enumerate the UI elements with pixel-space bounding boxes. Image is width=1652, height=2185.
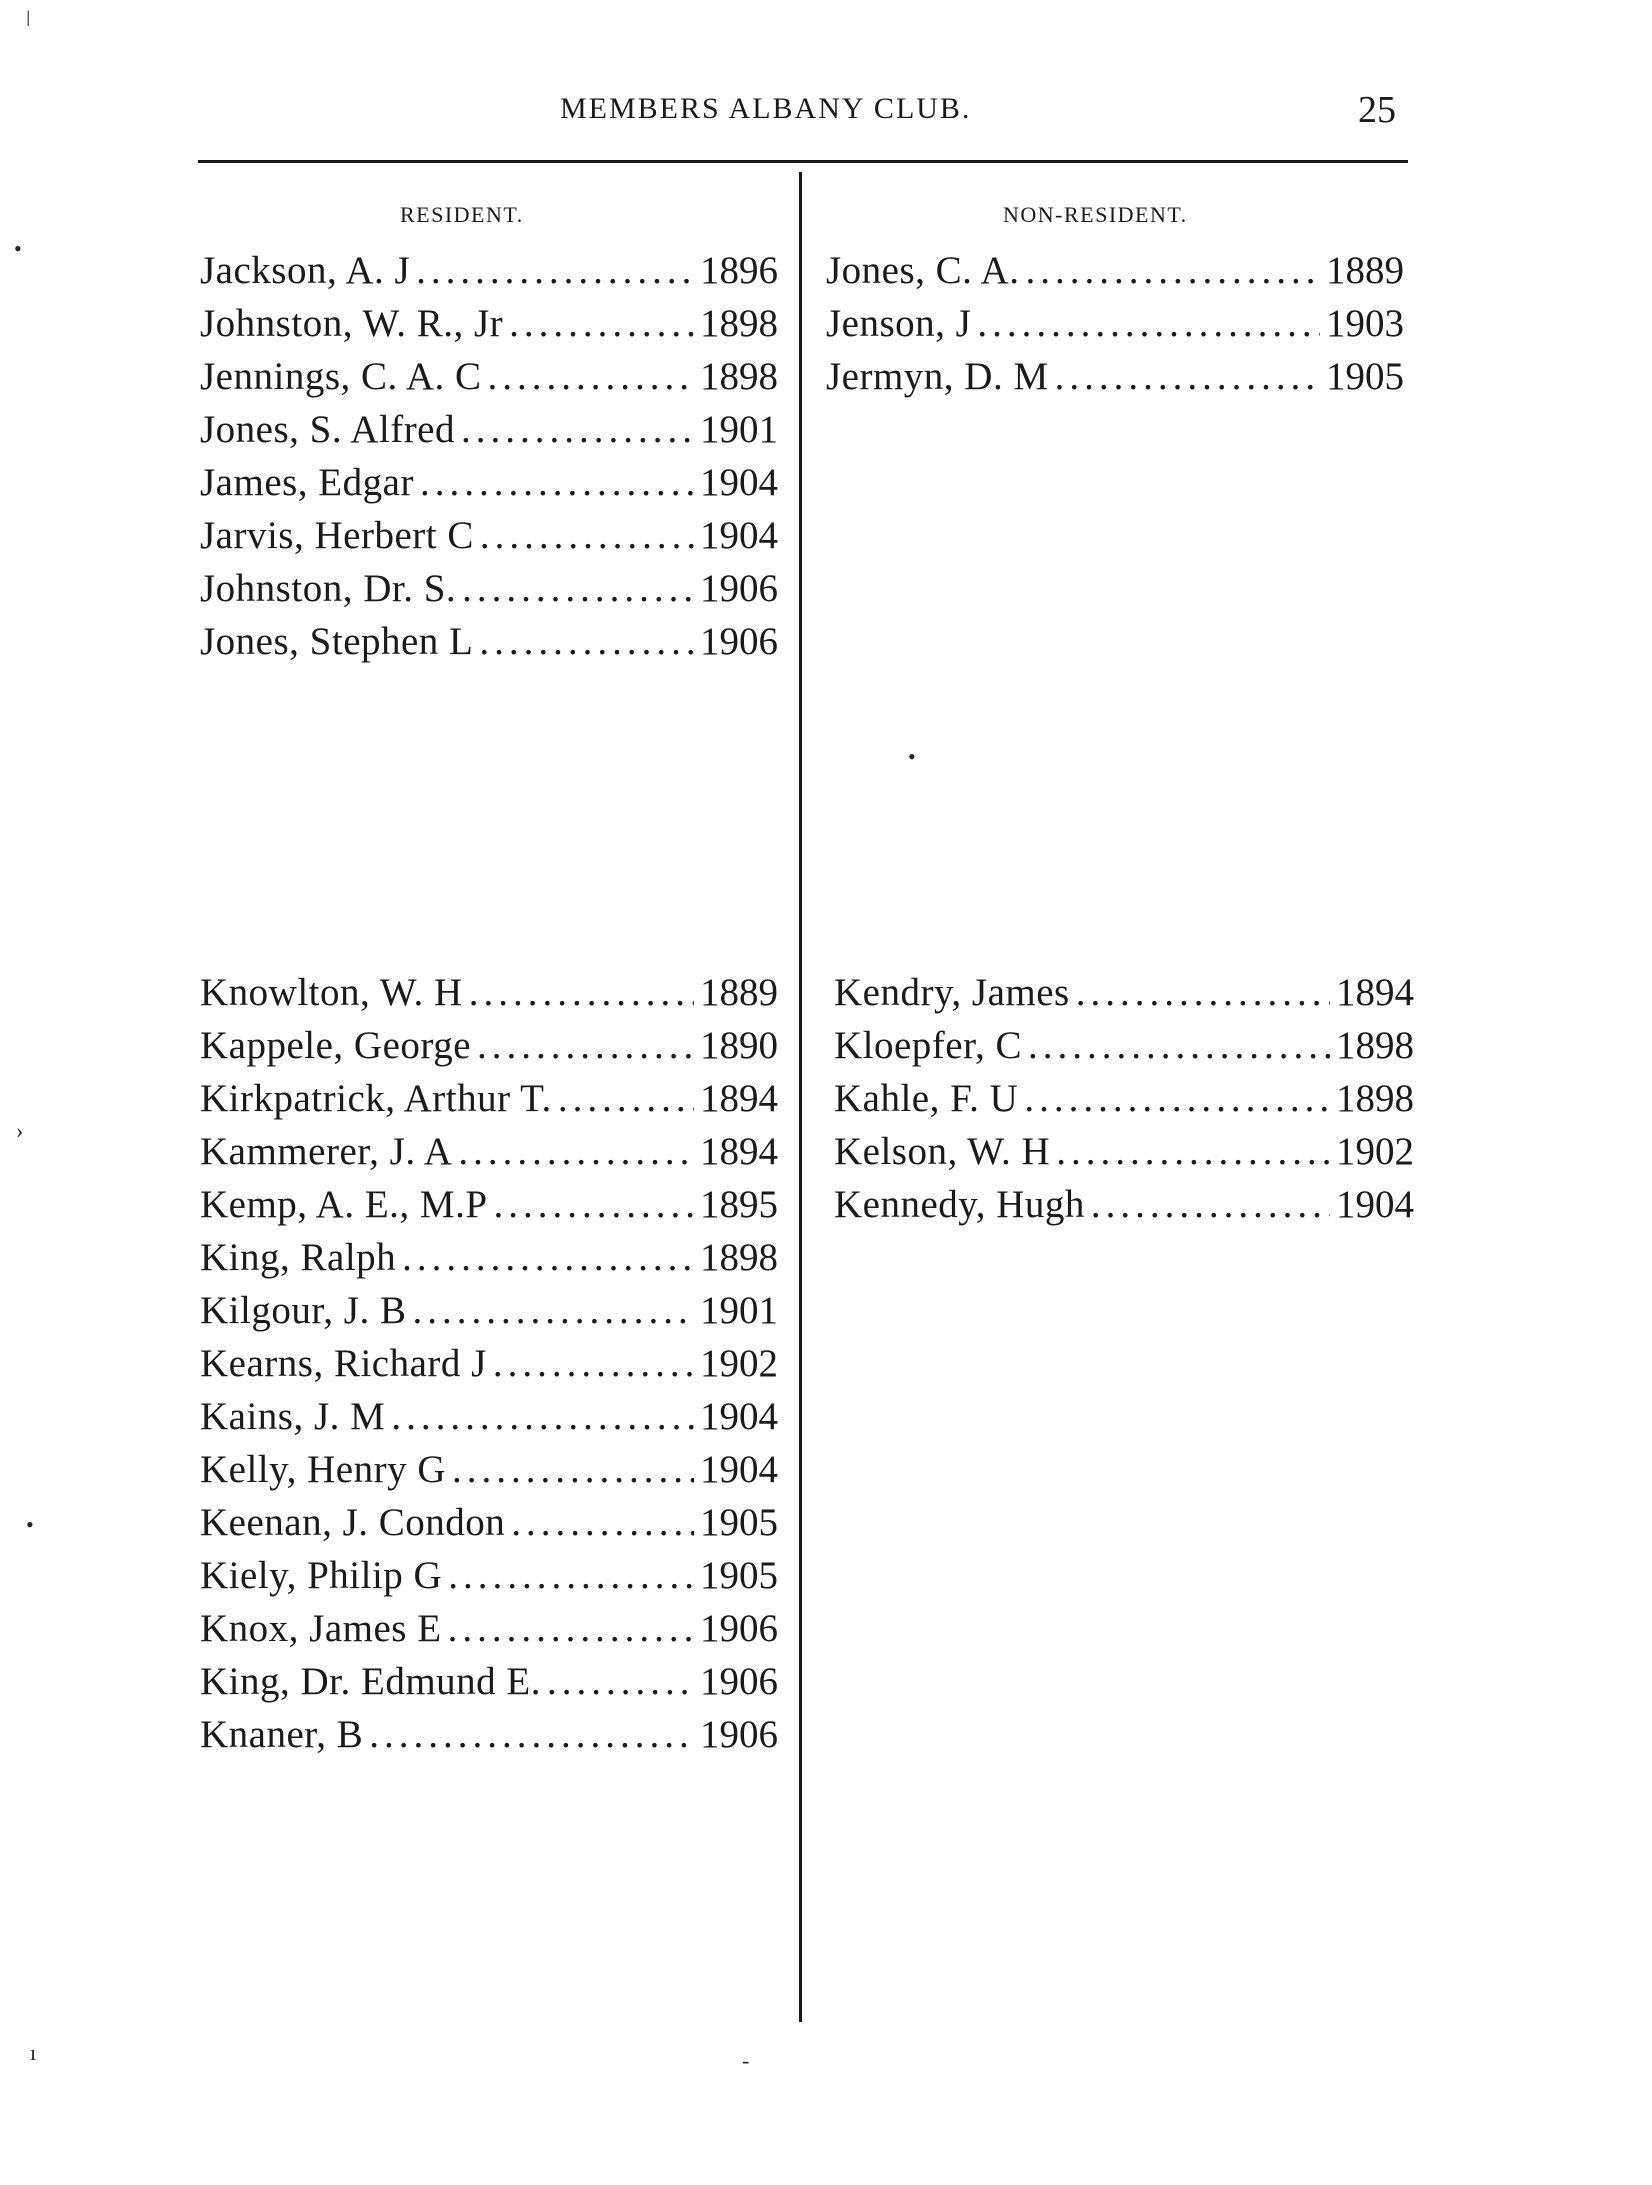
member-entry bbox=[834, 1182, 1414, 1235]
page-number: 25 bbox=[1358, 89, 1396, 131]
page-header-title: MEMBERS ALBANY CLUB. bbox=[560, 92, 972, 125]
member-entry bbox=[200, 301, 778, 354]
member-entry bbox=[834, 1129, 1414, 1182]
member-name: Kappele, George bbox=[200, 1024, 471, 1067]
dot-leader bbox=[479, 619, 694, 664]
dot-leader bbox=[509, 301, 694, 346]
member-entry bbox=[200, 1712, 778, 1765]
member-name: Jennings, C. A. C bbox=[200, 355, 482, 398]
member-entry bbox=[200, 1129, 778, 1182]
non-resident-j-list bbox=[826, 248, 1404, 407]
member-entry bbox=[200, 1235, 778, 1288]
member-entry bbox=[200, 1288, 778, 1341]
member-entry bbox=[200, 460, 778, 513]
member-name: Johnston, Dr. S. bbox=[200, 567, 457, 610]
member-name: Kendry, James bbox=[834, 971, 1070, 1014]
member-year: 1904 bbox=[700, 514, 778, 557]
dot-leader bbox=[1091, 1182, 1330, 1227]
member-year: 1905 bbox=[700, 1501, 778, 1544]
member-entry bbox=[200, 407, 778, 460]
member-entry bbox=[200, 354, 778, 407]
member-entry bbox=[200, 1341, 778, 1394]
member-name: Kiely, Philip G bbox=[200, 1554, 443, 1597]
member-year: 1904 bbox=[700, 1395, 778, 1438]
member-year: 1894 bbox=[700, 1130, 778, 1173]
member-entry bbox=[834, 1076, 1414, 1129]
member-year: 1902 bbox=[700, 1342, 778, 1385]
member-name: King, Dr. Edmund E. bbox=[200, 1660, 541, 1703]
non-resident-heading: NON-RESIDENT. bbox=[1003, 202, 1188, 227]
member-year: 1898 bbox=[1336, 1077, 1414, 1120]
member-name: Keenan, J. Condon bbox=[200, 1501, 506, 1544]
member-name: Kemp, A. E., M.P bbox=[200, 1183, 488, 1226]
member-entry bbox=[200, 566, 778, 619]
dot-leader bbox=[448, 1553, 694, 1598]
member-year: 1898 bbox=[700, 1236, 778, 1279]
dot-leader bbox=[458, 1129, 694, 1174]
member-name: Kloepfer, C bbox=[834, 1024, 1023, 1067]
member-name: Kirkpatrick, Arthur T. bbox=[200, 1077, 552, 1120]
dot-leader bbox=[391, 1394, 694, 1439]
member-name: Jenson, J bbox=[826, 302, 972, 345]
member-name: Jones, C. A. bbox=[826, 249, 1020, 292]
member-year: 1906 bbox=[700, 620, 778, 663]
member-entry bbox=[200, 248, 778, 301]
member-year: 1906 bbox=[700, 1713, 778, 1756]
dot-leader bbox=[1055, 354, 1320, 399]
member-year: 1896 bbox=[700, 249, 778, 292]
dot-leader bbox=[977, 301, 1320, 346]
member-year: 1902 bbox=[1336, 1130, 1414, 1173]
dot-leader bbox=[558, 1076, 694, 1121]
member-entry bbox=[200, 1500, 778, 1553]
member-entry bbox=[200, 619, 778, 672]
member-name: King, Ralph bbox=[200, 1236, 397, 1279]
member-name: Johnston, W. R., Jr bbox=[200, 302, 504, 345]
member-name: Jarvis, Herbert C bbox=[200, 514, 474, 557]
dot-leader bbox=[448, 1606, 694, 1651]
member-year: 1894 bbox=[700, 1077, 778, 1120]
member-entry bbox=[200, 1447, 778, 1500]
dot-leader bbox=[1076, 970, 1330, 1015]
member-name: Kelly, Henry G bbox=[200, 1448, 446, 1491]
dot-leader bbox=[420, 460, 694, 505]
member-entry bbox=[200, 1182, 778, 1235]
column-divider bbox=[799, 172, 802, 2022]
dot-leader bbox=[412, 1288, 694, 1333]
dot-leader bbox=[1056, 1129, 1330, 1174]
dot-leader bbox=[488, 354, 694, 399]
non-resident-k-list bbox=[834, 970, 1414, 1235]
dot-leader bbox=[452, 1447, 694, 1492]
member-year: 1903 bbox=[1326, 302, 1404, 345]
member-entry bbox=[200, 1076, 778, 1129]
member-name: Knaner, B bbox=[200, 1713, 364, 1756]
member-year: 1898 bbox=[700, 355, 778, 398]
member-name: Knox, James E bbox=[200, 1607, 442, 1650]
dot-leader bbox=[511, 1500, 694, 1545]
member-year: 1898 bbox=[1336, 1024, 1414, 1067]
member-year: 1905 bbox=[1326, 355, 1404, 398]
resident-heading: RESIDENT. bbox=[400, 202, 524, 227]
member-name: Kahle, F. U bbox=[834, 1077, 1019, 1120]
member-year: 1890 bbox=[700, 1024, 778, 1067]
member-name: Kennedy, Hugh bbox=[834, 1183, 1085, 1226]
member-name: Jones, S. Alfred bbox=[200, 408, 455, 451]
member-entry bbox=[200, 970, 778, 1023]
dot-leader bbox=[462, 566, 694, 611]
member-name: Jackson, A. J bbox=[200, 249, 411, 292]
member-year: 1895 bbox=[700, 1183, 778, 1226]
member-year: 1901 bbox=[700, 1289, 778, 1332]
member-year: 1889 bbox=[700, 971, 778, 1014]
member-entry bbox=[826, 301, 1404, 354]
header-rule bbox=[198, 160, 1408, 163]
member-entry bbox=[826, 354, 1404, 407]
dot-leader bbox=[1024, 1076, 1330, 1121]
member-year: 1904 bbox=[700, 1448, 778, 1491]
member-entry bbox=[200, 1023, 778, 1076]
dot-leader bbox=[402, 1235, 694, 1280]
resident-k-list bbox=[200, 970, 778, 1765]
dot-leader bbox=[547, 1659, 694, 1704]
member-year: 1889 bbox=[1326, 249, 1404, 292]
dot-leader bbox=[416, 248, 694, 293]
member-year: 1894 bbox=[1336, 971, 1414, 1014]
member-entry bbox=[200, 1394, 778, 1447]
member-name: Jermyn, D. M bbox=[826, 355, 1049, 398]
member-name: Kearns, Richard J bbox=[200, 1342, 487, 1385]
dot-leader bbox=[369, 1712, 694, 1757]
member-name: Kammerer, J. A bbox=[200, 1130, 453, 1173]
member-year: 1905 bbox=[700, 1554, 778, 1597]
member-name: Kains, J. M bbox=[200, 1395, 386, 1438]
member-name: James, Edgar bbox=[200, 461, 414, 504]
member-year: 1906 bbox=[700, 567, 778, 610]
dot-leader bbox=[1028, 1023, 1330, 1068]
member-name: Knowlton, W. H bbox=[200, 971, 463, 1014]
dot-leader bbox=[480, 513, 694, 558]
dot-leader bbox=[493, 1341, 694, 1386]
dot-leader bbox=[469, 970, 694, 1015]
member-entry bbox=[834, 1023, 1414, 1076]
member-entry bbox=[200, 1659, 778, 1712]
member-year: 1901 bbox=[700, 408, 778, 451]
member-year: 1906 bbox=[700, 1660, 778, 1703]
member-year: 1906 bbox=[700, 1607, 778, 1650]
member-year: 1904 bbox=[700, 461, 778, 504]
member-entry bbox=[834, 970, 1414, 1023]
member-name: Jones, Stephen L bbox=[200, 620, 474, 663]
dot-leader bbox=[477, 1023, 694, 1068]
dot-leader bbox=[1025, 248, 1320, 293]
dot-leader bbox=[461, 407, 694, 452]
member-entry bbox=[826, 248, 1404, 301]
dot-leader bbox=[494, 1182, 694, 1227]
member-name: Kilgour, J. B bbox=[200, 1289, 407, 1332]
member-name: Kelson, W. H bbox=[834, 1130, 1051, 1173]
member-entry bbox=[200, 1553, 778, 1606]
member-year: 1898 bbox=[700, 302, 778, 345]
member-year: 1904 bbox=[1336, 1183, 1414, 1226]
member-entry bbox=[200, 1606, 778, 1659]
member-entry bbox=[200, 513, 778, 566]
resident-j-list bbox=[200, 248, 778, 672]
